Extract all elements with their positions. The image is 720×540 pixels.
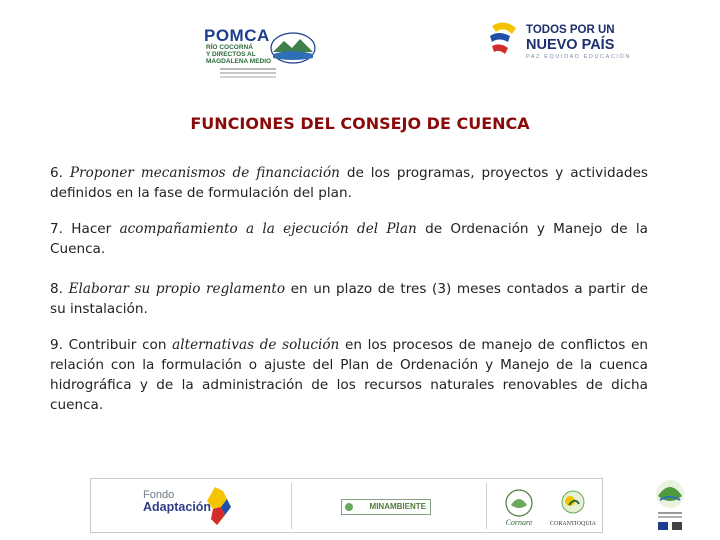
function-item-7: [50, 219, 648, 259]
item-text: en un plazo de tres (3) meses contados a partir de su instalación.: [50, 281, 648, 317]
consejo-cuenca-logo: [650, 474, 690, 534]
divider: [291, 483, 292, 529]
function-item-9: [50, 335, 648, 415]
todos-logo-line1: TODOS POR UN: [526, 24, 615, 36]
page-title: FUNCIONES DEL CONSEJO DE CUENCA: [190, 114, 530, 133]
landscape-icon: [270, 32, 316, 64]
item-text-pre: Hacer: [62, 221, 120, 237]
item-number: 9.: [50, 337, 63, 353]
item-text-pre: Contribuir con: [62, 337, 173, 353]
item-text: de los programas, proyectos y actividades definidos en la fase de formulación del plan.: [50, 165, 649, 201]
footer-logos-bar: [90, 478, 603, 533]
item-number: 7.: [50, 221, 63, 237]
item-emphasis: Elaborar su propio reglamento: [68, 281, 286, 297]
todos-logo-tagline: PAZ EQUIDAD EDUCACIÓN: [526, 54, 632, 60]
item-number: 8.: [50, 281, 63, 297]
colombia-flag-icon: [486, 18, 522, 62]
function-item-8: [50, 279, 648, 319]
minambiente-logo: MINAMBIENTE: [341, 499, 431, 515]
pomca-logo-subtitle-1: RÍO COCORNÁ: [206, 44, 253, 51]
function-item-6: [50, 163, 648, 203]
pomca-logo: [200, 22, 315, 78]
pomca-logo-subtitle-3: MAGDALENA MEDIO: [206, 58, 272, 65]
corantioquia-label: CORANTIOQUIA: [550, 521, 596, 527]
cornare-logo: [501, 487, 537, 527]
item-emphasis: alternativas de solución: [172, 337, 340, 353]
pomca-logo-subtitle-2: Y DIRECTOS AL: [206, 51, 256, 58]
colombia-map-icon: [201, 485, 235, 529]
fondo-label: Fondo: [143, 489, 175, 501]
pomca-logo-title: POMCA: [204, 26, 270, 45]
pomca-logo-fineprint: [220, 68, 276, 70]
item-emphasis: acompañamiento a la ejecución del Plan: [119, 221, 417, 237]
item-text: de Ordenación y Manejo de la Cuenca.: [50, 221, 649, 257]
todos-logo-line2: NUEVO PAÍS: [526, 37, 615, 53]
todos-por-un-nuevo-pais-logo: [486, 16, 632, 68]
corantioquia-logo: [549, 487, 597, 529]
item-emphasis: Proponer mecanismos de financiación: [69, 165, 340, 181]
item-number: 6.: [50, 165, 63, 181]
item-text: en los procesos de manejo de conflictos en relación con la formulación o ajuste del Plan de Ordenación y Manejo de la cuenca hidrográfica y de la administración de los recursos naturales renovables de dicha cuenca.: [50, 337, 648, 413]
adaptacion-label: Adaptación: [143, 500, 212, 514]
cornare-label: Cornare: [505, 518, 533, 527]
divider: [486, 483, 487, 529]
